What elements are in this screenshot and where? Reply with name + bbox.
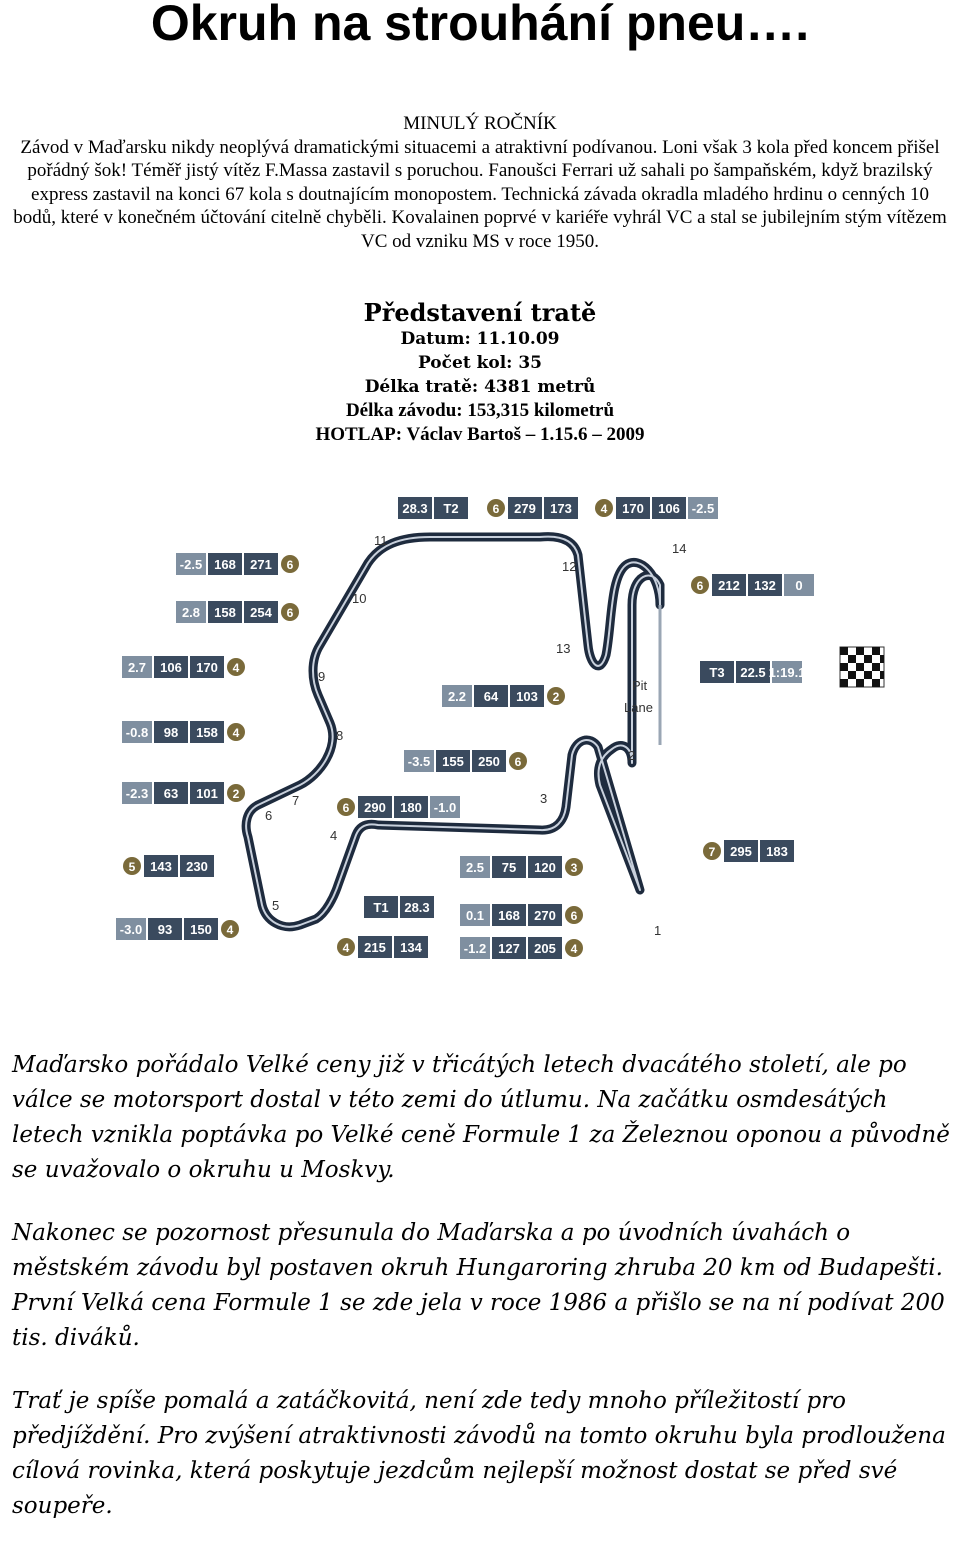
corner-number: 4: [330, 828, 338, 843]
value-text: 2.8: [181, 605, 201, 620]
corner-number: 7: [292, 793, 300, 808]
value-text: 2.7: [127, 660, 147, 675]
value-text: 101: [196, 786, 218, 801]
gear-number: 4: [342, 941, 350, 955]
value-text: 271: [250, 557, 272, 572]
track-edge: [246, 537, 660, 927]
value-text: 155: [442, 754, 464, 769]
value-text: 28.3: [404, 900, 430, 915]
value-text: 290: [364, 800, 386, 815]
sector-label: [116, 918, 239, 940]
story-paragraph: Nakonec se pozornost přesunula do Maďarska a po úvodních úvahách o městském závodu byl postaven okruh Hungaroring zhruba 20 km od Budapešti. První Velká cena Formule 1 se zde jela v roce 1986 a přišlo se na ní podívat 200 tis. diváků.: [12, 1220, 945, 1351]
gear-number: 5: [128, 860, 136, 874]
sector-label: [442, 685, 565, 707]
sector-label: [337, 796, 460, 818]
sector-label: [337, 936, 428, 958]
corner-number: 14: [672, 541, 687, 556]
value-text: -3.5: [407, 754, 431, 769]
gear-number: 7: [708, 845, 716, 859]
sector-label: [176, 601, 299, 623]
value-text: 0: [795, 578, 803, 593]
pit-label: Pit: [632, 678, 648, 693]
value-text: 75: [501, 860, 517, 875]
sector-label: [122, 721, 245, 743]
value-text: 212: [718, 578, 740, 593]
corner-number: 5: [272, 898, 280, 913]
value-text: 2.5: [465, 860, 485, 875]
value-text: 98: [163, 725, 179, 740]
corner-number: 6: [265, 808, 273, 823]
gear-number: 6: [696, 579, 704, 593]
sector-label: [364, 896, 434, 918]
value-text: 279: [514, 501, 536, 516]
value-text: -2.5: [691, 501, 715, 516]
value-text: T1: [373, 900, 389, 915]
corner-number: 1: [654, 923, 662, 938]
intro-heading: MINULÝ ROČNÍK: [403, 113, 557, 134]
value-text: 254: [250, 605, 272, 620]
sector-label: [487, 497, 578, 519]
value-text: 28.3: [402, 501, 428, 516]
gear-number: 6: [514, 755, 522, 769]
gear-number: 2: [232, 787, 240, 801]
value-text: 230: [186, 859, 208, 874]
race-date: Datum: 11.10.09: [400, 329, 560, 349]
story-paragraph: Maďarsko pořádalo Velké ceny již v třicátých letech dvacátého století, ale po válce se motorsport dostal v této zemi do útlumu. Na začátku osmdesátých letech vznikla poptávka po Velké ceně Formule 1 za Železnou oponou a původně se uvažovalo o okruhu u Moskvy.: [12, 1052, 950, 1183]
value-text: 63: [163, 786, 179, 801]
lane-label: Lane: [624, 700, 653, 715]
checkered-flag-icon: [840, 647, 884, 687]
intro-text: Závod v Maďarsku nikdy neoplývá dramatickými situacemi a atraktivní podívanou. Loni však 3 kola před koncem přišel pořádný šok! Téměř jistý vítěz F.Massa zastavil s poruchou. Fanoušci Ferrari už sahali po šampaňském, když brazilský express zastavil na konci 67 kola s doutnajícím monopostem. Technická závada okradla mladého hrdinu o cenných 10 bodů, které v konečném účtování citelně chyběli. Kovalainen poprvé v kariéře vyhrál VC a stal se jubilejním stým vítězem VC od vzniku MS v roce 1950.: [13, 136, 947, 252]
gear-number: 4: [232, 726, 240, 740]
value-text: 2.2: [447, 689, 467, 704]
value-text: 173: [550, 501, 572, 516]
value-text: -3.0: [119, 922, 143, 937]
value-text: 150: [190, 922, 212, 937]
sector-label: [460, 937, 583, 959]
value-text: 103: [516, 689, 538, 704]
value-text: 170: [196, 660, 218, 675]
gear-number: 2: [552, 690, 560, 704]
gear-number: 3: [570, 861, 578, 875]
value-text: 143: [150, 859, 172, 874]
value-text: 158: [214, 605, 236, 620]
gear-number: 4: [600, 502, 608, 516]
value-text: 22.5: [740, 665, 766, 680]
value-text: 120: [534, 860, 556, 875]
value-text: -2.5: [179, 557, 203, 572]
corner-number: 11: [374, 533, 388, 548]
gear-number: 6: [286, 558, 294, 572]
corner-number: 10: [352, 591, 367, 606]
corner-number: 2: [628, 748, 636, 763]
value-text: 132: [754, 578, 776, 593]
sector-label: [176, 553, 299, 575]
value-text: 250: [478, 754, 500, 769]
value-text: -1.0: [433, 800, 457, 815]
value-text: 168: [498, 908, 520, 923]
sector-label: [460, 904, 583, 926]
value-text: 106: [658, 501, 680, 516]
hotlap: HOTLAP: Václav Bartoš – 1.15.6 – 2009: [315, 424, 645, 445]
value-text: T2: [443, 501, 459, 516]
sector-label: [460, 856, 583, 878]
value-text: 64: [483, 689, 499, 704]
corner-number: 12: [562, 559, 577, 574]
track-info: [0, 298, 960, 447]
sector-label: [398, 497, 468, 519]
corner-number: 13: [556, 641, 571, 656]
lap-count: Počet kol: 35: [417, 353, 543, 373]
sector-label: [122, 656, 245, 678]
sector-label: [691, 574, 814, 596]
page-title: Okruh na strouhání pneu….: [150, 0, 810, 51]
track-info-heading: Představení tratě: [363, 298, 597, 327]
intro-section: [10, 112, 950, 253]
gear-number: 6: [492, 502, 500, 516]
value-text: -0.8: [125, 725, 149, 740]
value-text: 106: [160, 660, 182, 675]
value-text: 270: [534, 908, 556, 923]
sector-label: [122, 782, 245, 804]
sector-labels: [116, 497, 814, 959]
sector-label: [404, 750, 527, 772]
value-text: 170: [622, 501, 644, 516]
gear-number: 4: [232, 661, 240, 675]
sector-label: [123, 855, 214, 877]
value-text: 134: [400, 940, 422, 955]
corner-number: 3: [540, 791, 548, 806]
corner-number: 8: [336, 728, 344, 743]
race-length: Délka závodu: 153,315 kilometrů: [345, 400, 615, 421]
value-text: 168: [214, 557, 236, 572]
track-map: [0, 485, 960, 985]
corner-number: 9: [318, 669, 326, 684]
gear-number: 4: [226, 923, 234, 937]
value-text: -1.2: [463, 941, 487, 956]
story-section: [12, 1048, 956, 1552]
story-paragraph: Trať je spíše pomalá a zatáčkovitá, není zde tedy mnoho příležitostí pro předjíždění. Pro zvýšení atraktivnosti závodů na tomto okruhu byla prodloužena cílová rovinka, která poskytuje jezdcům nejlepší možnost dostat se před své soupeře.: [12, 1388, 946, 1519]
sector-label: [703, 840, 794, 862]
value-text: -2.3: [125, 786, 149, 801]
sector-label: [700, 661, 805, 683]
value-text: 183: [766, 844, 788, 859]
value-text: 1:19.1: [768, 665, 806, 680]
value-text: 0.1: [465, 908, 485, 923]
gear-number: 6: [570, 909, 578, 923]
track-length: Délka tratě: 4381 metrů: [364, 377, 596, 397]
value-text: 180: [400, 800, 422, 815]
gear-number: 6: [342, 801, 350, 815]
value-text: 215: [364, 940, 386, 955]
value-text: 205: [534, 941, 556, 956]
value-text: 127: [498, 941, 520, 956]
value-text: 295: [730, 844, 752, 859]
sector-label: [595, 497, 718, 519]
value-text: T3: [709, 665, 725, 680]
gear-number: 4: [570, 942, 578, 956]
track-outline: [246, 537, 660, 927]
value-text: 93: [157, 922, 173, 937]
gear-number: 6: [286, 606, 294, 620]
value-text: 158: [196, 725, 218, 740]
